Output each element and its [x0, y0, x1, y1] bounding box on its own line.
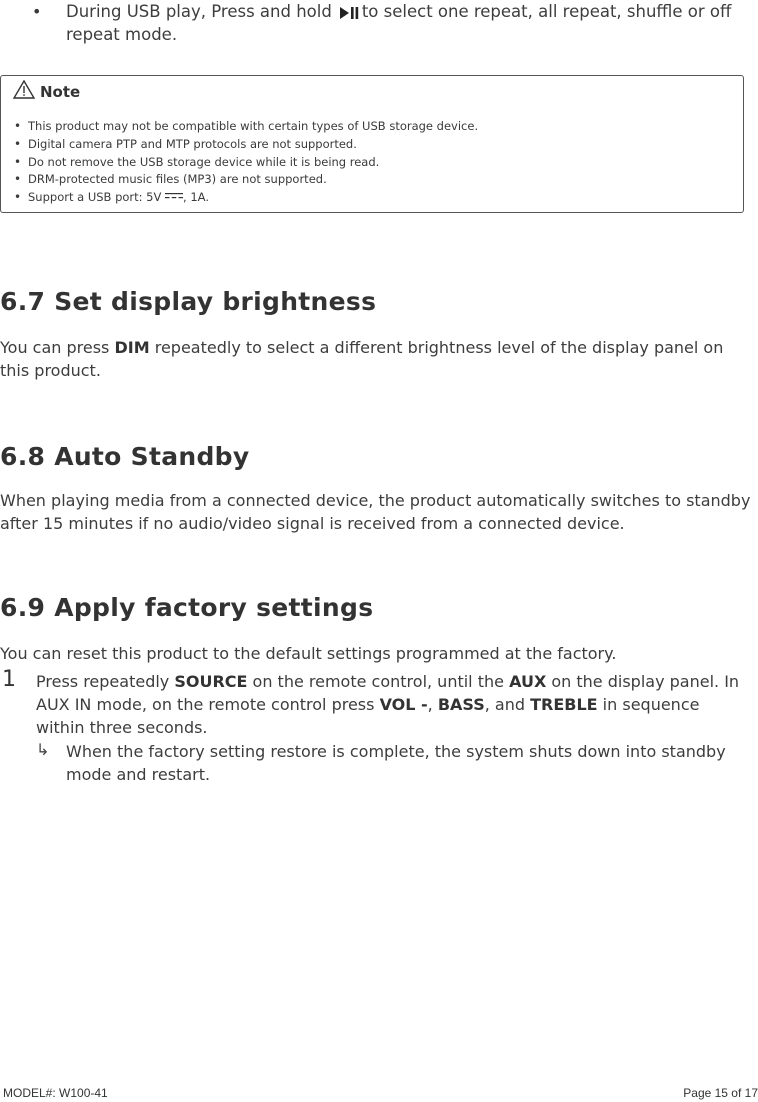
- usb-play-instruction: [66, 0, 756, 46]
- heading-6-8: 6.8 Auto Standby: [0, 442, 250, 471]
- bass-button-label: BASS: [437, 695, 485, 714]
- treble-button-label: TREBLE: [530, 695, 598, 714]
- text-span: You can press: [0, 338, 115, 357]
- usb-port-text-after: , 1A.: [183, 190, 209, 205]
- dc-symbol-icon: [165, 190, 183, 204]
- note-item-usb-port: [14, 189, 478, 207]
- result-arrow-icon: ↳: [36, 740, 50, 759]
- step-1-text: [36, 670, 746, 739]
- heading-6-9: 6.9 Apply factory settings: [0, 593, 374, 622]
- usb-play-text-before: During USB play, Press and hold: [66, 2, 332, 21]
- usb-port-text-before: Support a USB port: 5V: [28, 190, 162, 205]
- text-span: ,: [427, 695, 438, 714]
- note-item: • Do not remove the USB storage device while it is being read.: [14, 154, 478, 172]
- note-item: • Digital camera PTP and MTP protocols are not supported.: [14, 136, 478, 154]
- text-span: Press repeatedly: [36, 672, 175, 691]
- footer-model: MODEL#: W100-41: [3, 1086, 108, 1100]
- note-header: [13, 80, 80, 103]
- warning-triangle-icon: [13, 80, 40, 103]
- note-item: • This product may not be compatible with certain types of USB storage device.: [14, 118, 478, 136]
- top-bullet: •: [32, 2, 42, 21]
- paragraph-6-9-intro: You can reset this product to the default settings programmed at the factory.: [0, 644, 617, 663]
- text-span: repeatedly to select a different brightness level of the display panel on this product.: [0, 338, 724, 380]
- text-span: in sequence within three seconds.: [36, 695, 700, 737]
- usb-play-text-after: to select one repeat, all repeat, shuffle or off repeat mode.: [66, 2, 732, 44]
- heading-6-7: 6.7 Set display brightness: [0, 287, 377, 316]
- source-button-label: SOURCE: [174, 672, 248, 691]
- text-span: , and: [484, 695, 531, 714]
- text-span: on the display panel. In AUX IN mode, on the remote control press: [36, 672, 740, 714]
- vol-minus-button-label: VOL -: [379, 695, 428, 714]
- note-list: [14, 118, 478, 207]
- note-title: Note: [40, 82, 81, 101]
- dim-button-label: DIM: [114, 338, 150, 357]
- step-1-result: When the factory setting restore is complete, the system shuts down into standby mode and restart.: [66, 742, 726, 784]
- paragraph-6-8: When playing media from a connected device, the product automatically switches to standby after 15 minutes if no audio/video signal is received from a connected device.: [0, 491, 751, 533]
- text-span: on the remote control, until the: [247, 672, 510, 691]
- paragraph-6-7: [0, 336, 756, 382]
- play-pause-icon: [338, 7, 360, 19]
- aux-label: AUX: [509, 672, 547, 691]
- note-item: • DRM-protected music files (MP3) are not supported.: [14, 171, 478, 189]
- footer-page-number: Page 15 of 17: [683, 1086, 758, 1100]
- step-number: 1: [2, 667, 16, 692]
